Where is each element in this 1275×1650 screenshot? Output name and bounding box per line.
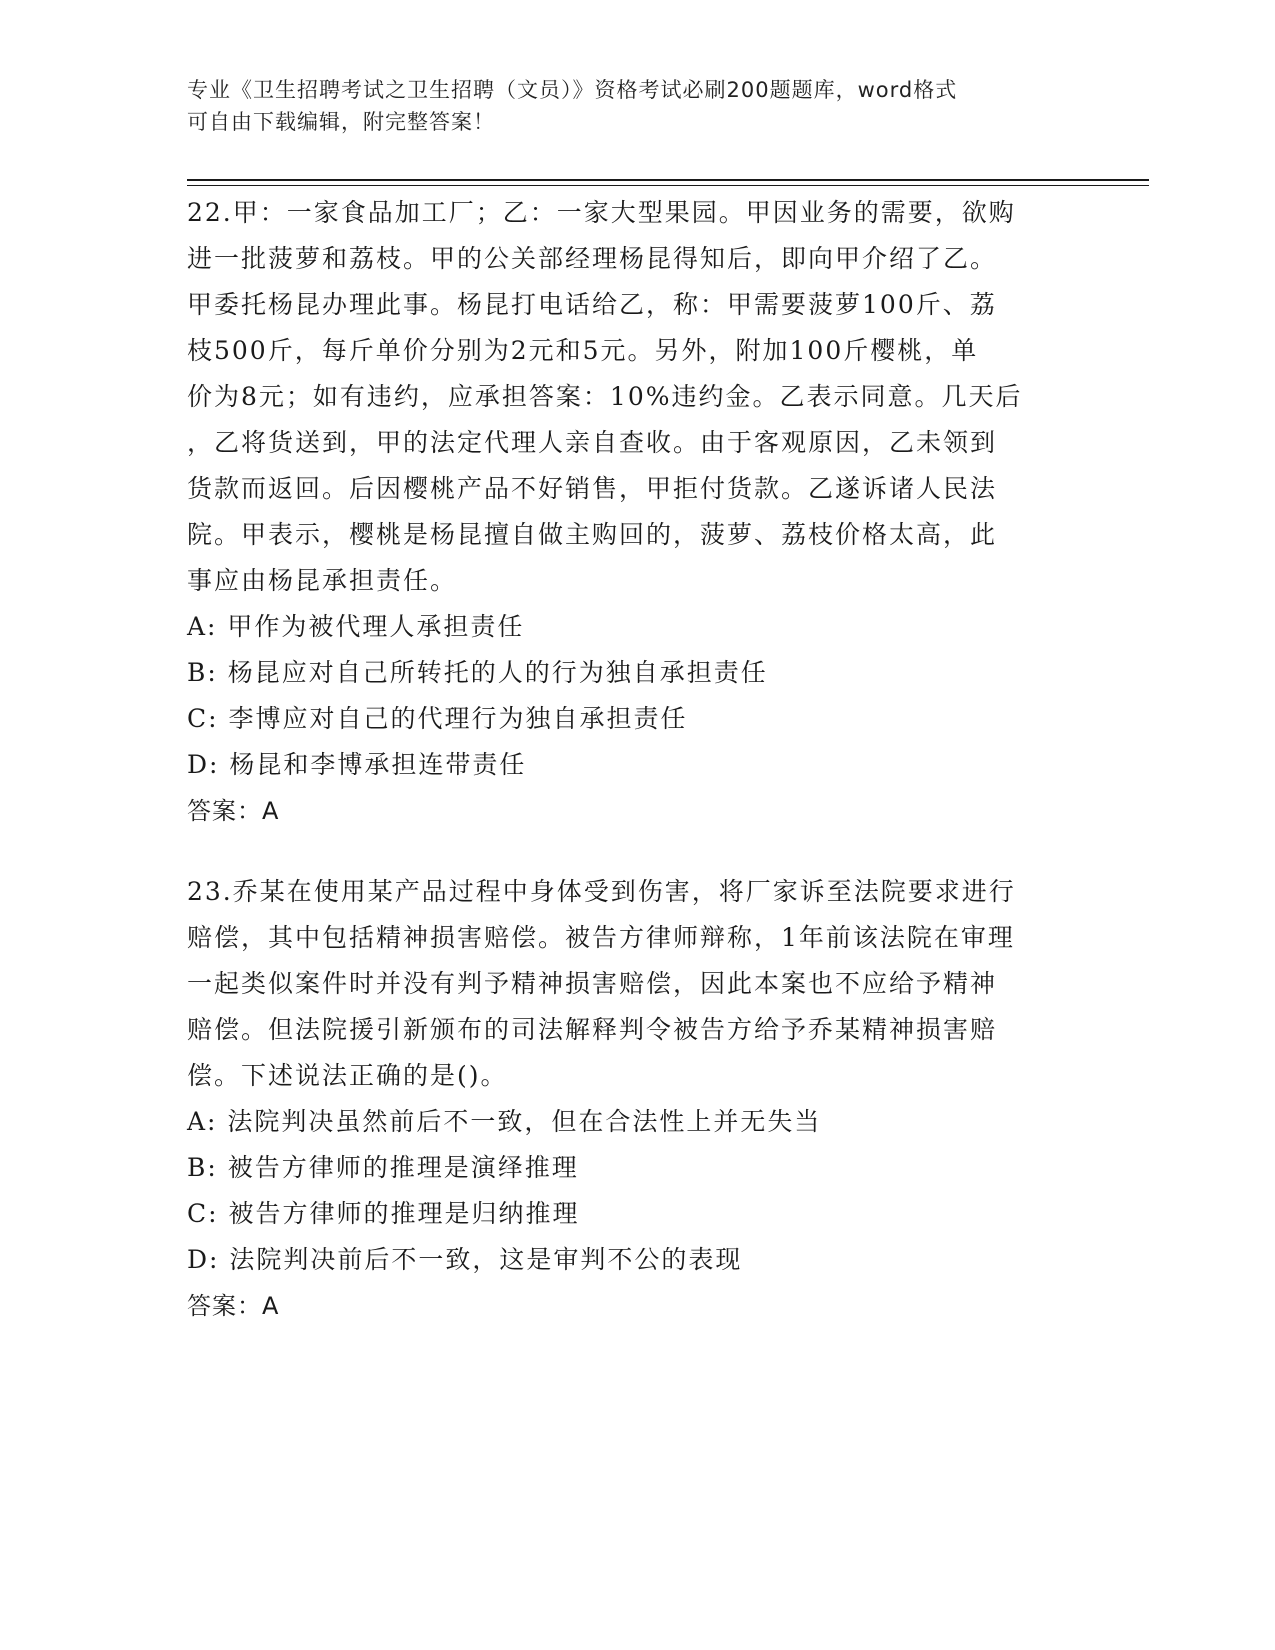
stem-line: 甲委托杨昆办理此事。杨昆打电话给乙，称：甲需要菠萝100斤、荔: [187, 290, 997, 319]
document-header: [187, 74, 1087, 138]
header-line-1: 专业《卫生招聘考试之卫生招聘（文员）》资格考试必刷200题题库，word格式: [187, 78, 958, 102]
question-stem: [187, 869, 1087, 1099]
header-divider-thick: [187, 179, 1149, 181]
option-b: B: 被告方律师的推理是演绎推理: [187, 1153, 579, 1182]
option-a: A: 法院判决虽然前后不一致，但在合法性上并无失当: [187, 1107, 822, 1136]
option-a: A: 甲作为被代理人承担责任: [187, 612, 525, 641]
stem-line: 进一批菠萝和荔枝。甲的公关部经理杨昆得知后，即向甲介绍了乙。: [187, 244, 998, 273]
answer-line: 答案：A: [187, 797, 280, 825]
option-c: C: 李博应对自己的代理行为独自承担责任: [187, 704, 688, 733]
option-list: [187, 1099, 1087, 1283]
stem-line: 枝500斤，每斤单价分别为2元和5元。另外，附加100斤樱桃，单: [187, 336, 979, 365]
stem-line: 价为8元；如有违约，应承担答案：10%违约金。乙表示同意。几天后: [187, 382, 1023, 411]
stem-line: 货款而返回。后因樱桃产品不好销售，甲拒付货款。乙遂诉诸人民法: [187, 474, 998, 503]
stem-line: 22.甲：一家食品加工厂；乙：一家大型果园。甲因业务的需要，欲购: [187, 198, 1016, 227]
answer-line: 答案：A: [187, 1292, 280, 1320]
stem-line: 一起类似案件时并没有判予精神损害赔偿，因此本案也不应给予精神: [187, 969, 998, 998]
question-stem: [187, 190, 1087, 604]
option-list: [187, 604, 1087, 788]
stem-line: 事应由杨昆承担责任。: [187, 566, 458, 595]
question-22: [187, 190, 1087, 834]
stem-line: 23.乔某在使用某产品过程中身体受到伤害，将厂家诉至法院要求进行: [187, 877, 1016, 906]
option-b: B: 杨昆应对自己所转托的人的行为独自承担责任: [187, 658, 768, 687]
header-divider-thin: [187, 185, 1149, 186]
option-d: D: 法院判决前后不一致，这是审判不公的表现: [187, 1245, 743, 1274]
header-line-2: 可自由下载编辑，附完整答案！: [187, 110, 495, 134]
question-23: [187, 869, 1087, 1329]
stem-line: 赔偿。但法院援引新颁布的司法解释判令被告方给予乔某精神损害赔: [187, 1015, 998, 1044]
stem-line: 偿。下述说法正确的是()。: [187, 1061, 508, 1090]
stem-line: 院。甲表示，樱桃是杨昆擅自做主购回的，菠萝、荔枝价格太高，此: [187, 520, 998, 549]
stem-line: ，乙将货送到，甲的法定代理人亲自查收。由于客观原因，乙未领到: [187, 428, 998, 457]
option-c: C: 被告方律师的推理是归纳推理: [187, 1199, 580, 1228]
stem-line: 赔偿，其中包括精神损害赔偿。被告方律师辩称，1年前该法院在审理: [187, 923, 1015, 952]
option-d: D: 杨昆和李博承担连带责任: [187, 750, 527, 779]
